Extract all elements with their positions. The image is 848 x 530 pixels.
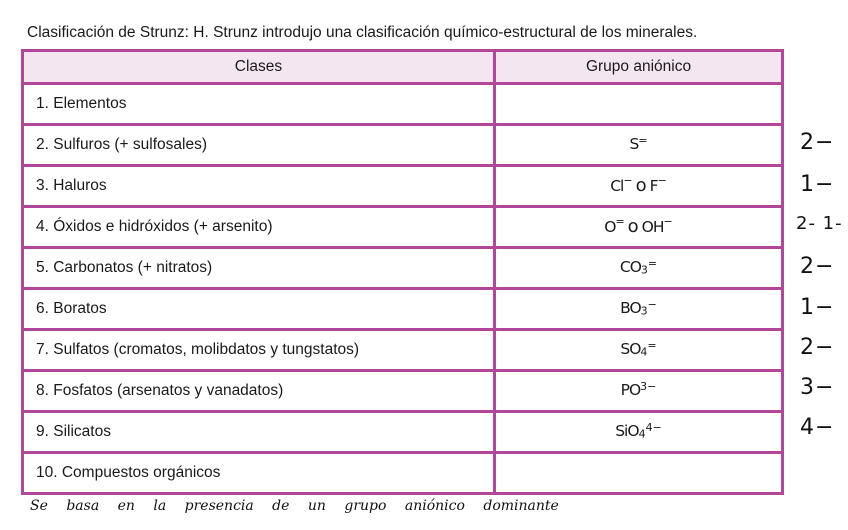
anion-formula: PO <box>620 381 641 400</box>
table-row <box>23 330 783 371</box>
anion-formula: O <box>604 218 616 236</box>
table-header-row <box>23 51 783 84</box>
table-row <box>23 84 783 125</box>
anion-charge: 4− <box>645 421 662 435</box>
margin-charge-note: 4− <box>800 415 835 440</box>
anion-formula: SO <box>620 340 641 359</box>
margin-charge-note: 1− <box>800 172 835 197</box>
margin-charge-note: 2− <box>800 130 835 155</box>
table-row <box>23 453 783 494</box>
anion-formula: SiO <box>615 422 639 441</box>
anion-cell <box>495 84 783 125</box>
margin-charge-note: 2− <box>800 335 835 360</box>
margin-charge-note: 3− <box>800 375 835 400</box>
anion-cell <box>495 248 783 289</box>
anion-formula-alt: OH <box>641 218 664 236</box>
table-row <box>23 207 783 248</box>
anion-subscript: 4 <box>638 427 646 441</box>
anion-cell <box>495 289 783 330</box>
anion-charge: = <box>615 215 625 228</box>
class-cell: 5. Carbonatos (+ nitratos) <box>23 248 495 289</box>
anion-cell <box>495 125 783 166</box>
page-title: Clasificación de Strunz: H. Strunz introdujo una clasificación químico-estructural de los minerales. <box>27 24 698 41</box>
anion-formula: S <box>629 135 639 154</box>
margin-charge-note: 1− <box>800 295 835 320</box>
strunz-table <box>21 49 784 495</box>
anion-charge-alt: − <box>657 174 667 187</box>
anion-charge-alt: − <box>663 215 673 228</box>
class-cell: 2. Sulfuros (+ sulfosales) <box>23 125 495 166</box>
anion-formula-alt: F <box>649 177 658 195</box>
class-cell: 7. Sulfatos (cromatos, molibdatos y tungstatos) <box>23 330 495 371</box>
table-row <box>23 125 783 166</box>
table-row <box>23 412 783 453</box>
table-row <box>23 289 783 330</box>
class-cell: 6. Boratos <box>23 289 495 330</box>
table-row <box>23 371 783 412</box>
anion-connector: o <box>627 216 639 237</box>
anion-subscript: 4 <box>640 345 648 359</box>
table-row <box>23 248 783 289</box>
anion-charge: − <box>623 174 633 187</box>
anion-cell <box>495 207 783 248</box>
anion-cell <box>495 330 783 371</box>
table-row <box>23 166 783 207</box>
anion-charge: = <box>638 134 648 148</box>
anion-subscript: 3 <box>640 304 648 318</box>
anion-cell <box>495 371 783 412</box>
class-cell: 4. Óxidos e hidróxidos (+ arsenito) <box>23 207 495 248</box>
anion-formula: Cl <box>610 177 624 195</box>
header-grupo-anionico: Grupo aniónico <box>495 51 783 84</box>
class-cell: 3. Haluros <box>23 166 495 207</box>
margin-charge-note: 2− <box>800 254 835 279</box>
anion-charge: 3− <box>640 380 657 394</box>
header-clases: Clases <box>23 51 495 84</box>
class-cell: 8. Fosfatos (arsenatos y vanadatos) <box>23 371 495 412</box>
anion-formula: CO <box>619 258 641 277</box>
handwritten-footnote: Se basa en la presencia de un grupo aniónico dominante <box>30 498 559 514</box>
anion-connector: o <box>635 175 647 196</box>
anion-cell <box>495 166 783 207</box>
anion-charge: = <box>647 257 658 271</box>
anion-charge: = <box>647 339 657 353</box>
anion-cell <box>495 412 783 453</box>
anion-formula: BO <box>620 299 641 318</box>
anion-cell <box>495 453 783 494</box>
anion-subscript: 3 <box>640 263 648 277</box>
class-cell: 1. Elementos <box>23 84 495 125</box>
class-cell: 9. Silicatos <box>23 412 495 453</box>
class-cell: 10. Compuestos orgánicos <box>23 453 495 494</box>
margin-charge-note: 2- 1- <box>796 213 843 234</box>
anion-charge: − <box>647 298 657 312</box>
